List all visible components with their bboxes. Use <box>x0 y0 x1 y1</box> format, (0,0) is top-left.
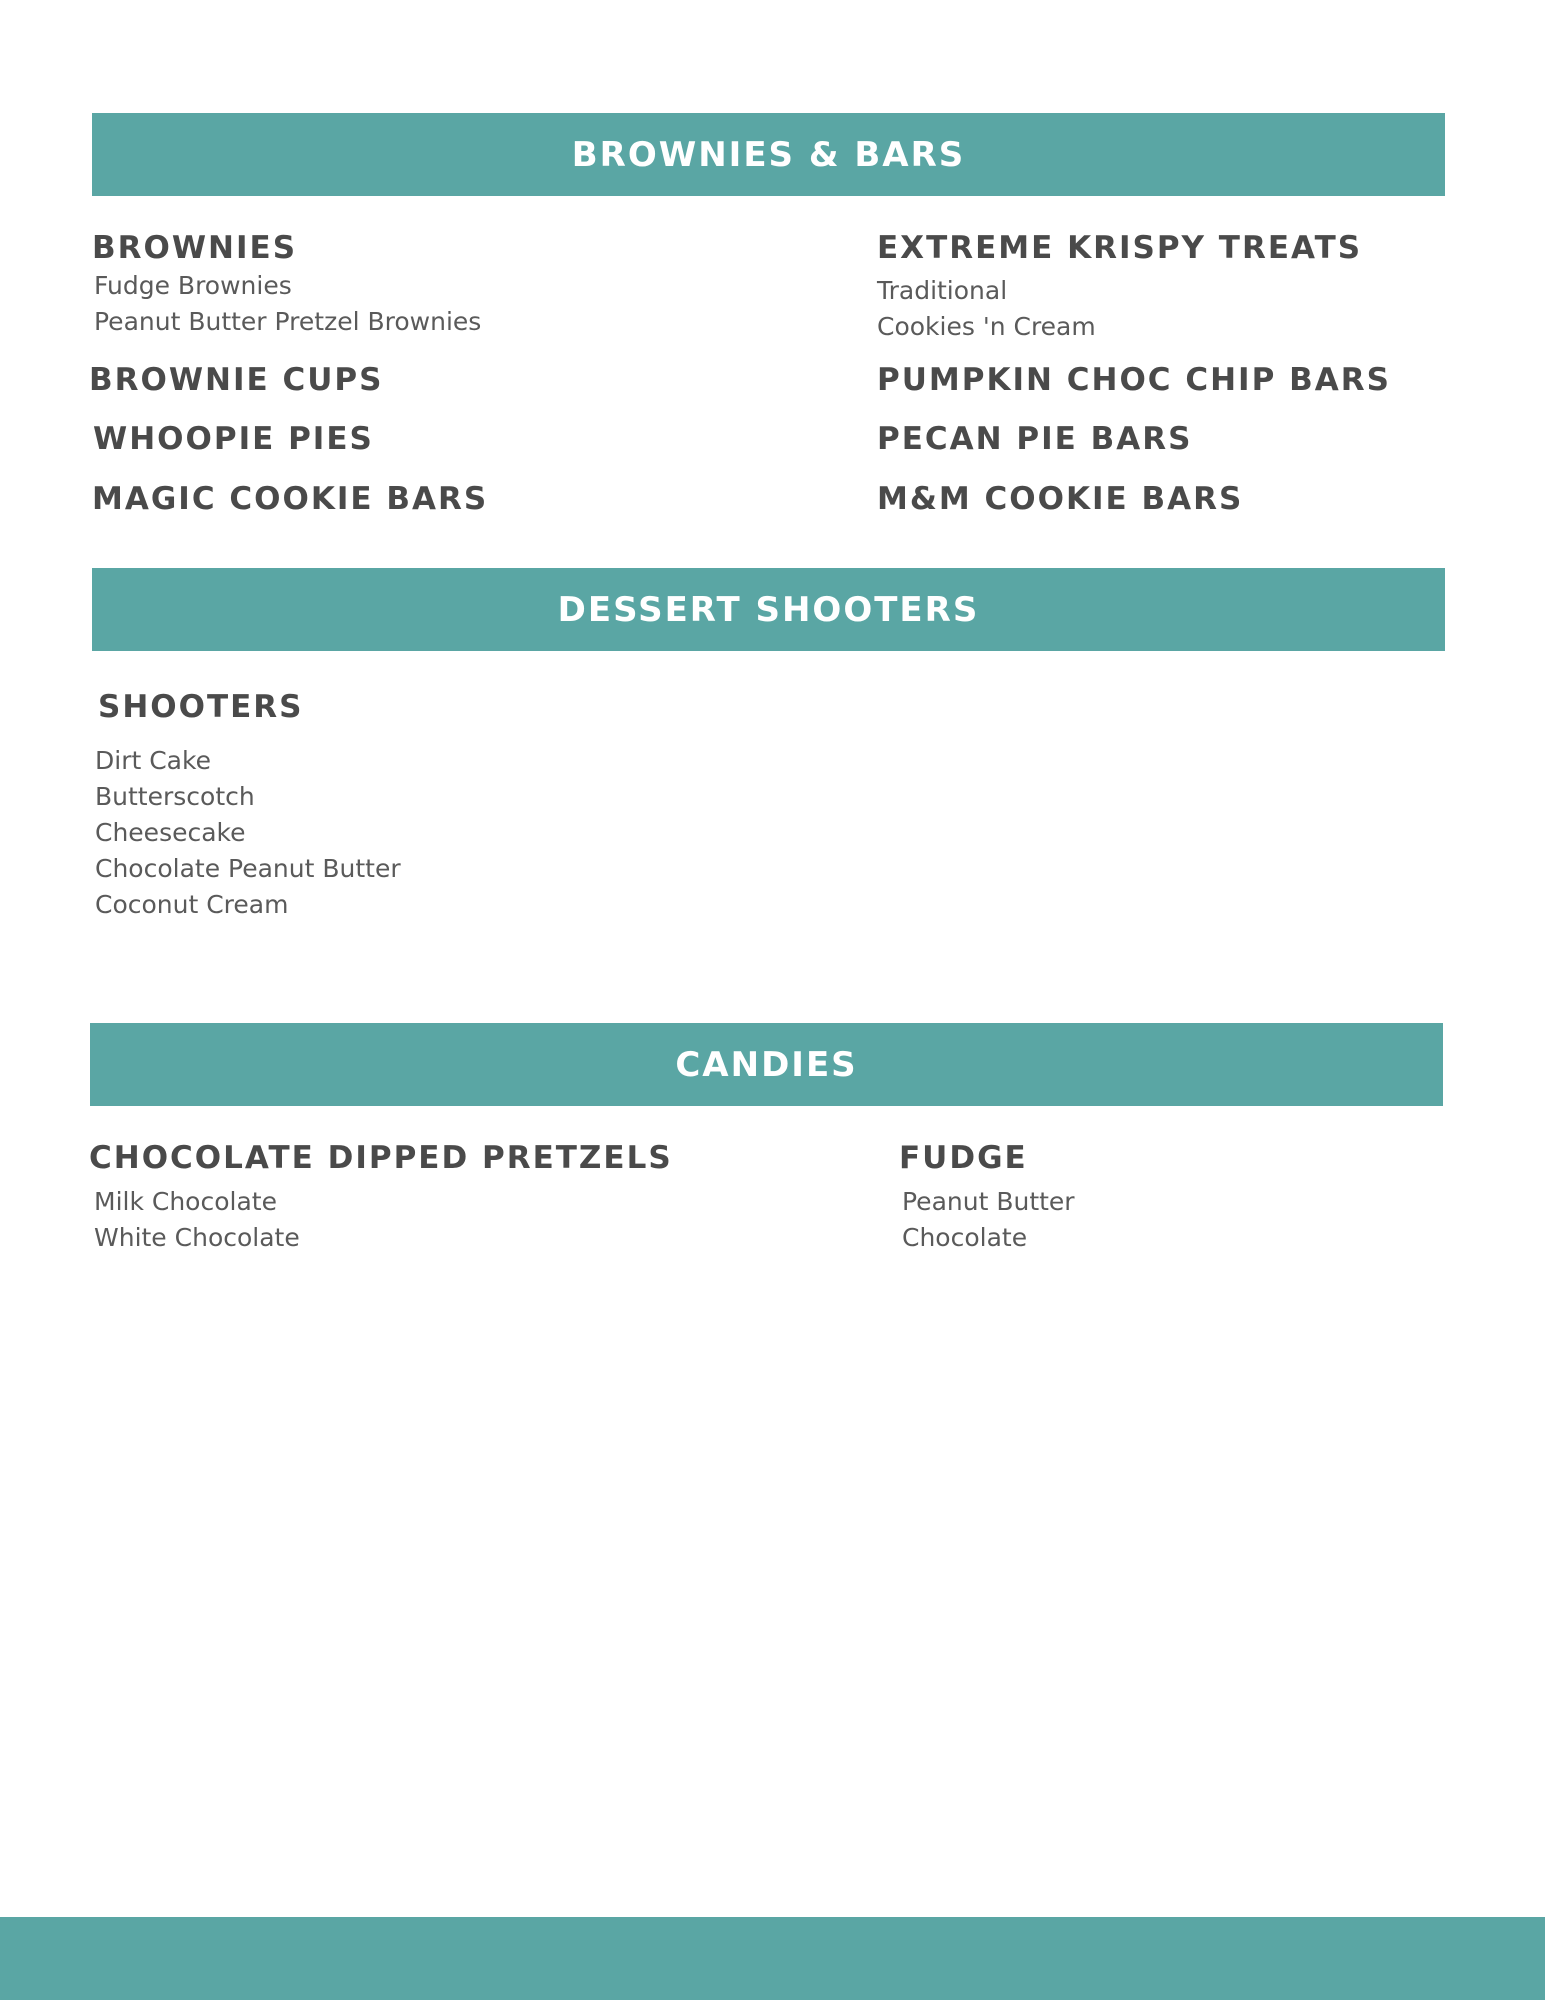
section-banner-brownies-bars <box>92 113 1445 196</box>
list-item: Butterscotch <box>95 782 255 811</box>
heading-pecan-pie-bars: PECAN PIE BARS <box>877 421 1193 457</box>
section-title-dessert-shooters: DESSERT SHOOTERS <box>557 589 980 630</box>
list-item: Dirt Cake <box>95 746 211 775</box>
section-title-candies: CANDIES <box>675 1044 858 1085</box>
list-fudge <box>902 1184 1075 1256</box>
list-item: Coconut Cream <box>95 890 289 919</box>
heading-extreme-krispy-treats: EXTREME KRISPY TREATS <box>877 230 1363 266</box>
list-item: Fudge Brownies <box>94 271 292 300</box>
list-item: Traditional <box>877 276 1008 305</box>
heading-shooters: SHOOTERS <box>98 689 304 725</box>
list-item: Peanut Butter Pretzel Brownies <box>94 307 482 336</box>
heading-chocolate-dipped-pretzels: CHOCOLATE DIPPED PRETZELS <box>89 1140 673 1176</box>
heading-brownie-cups: BROWNIE CUPS <box>89 362 384 398</box>
list-item: Chocolate Peanut Butter <box>95 854 401 883</box>
heading-mm-cookie-bars: M&M COOKIE BARS <box>877 481 1244 517</box>
list-item: Milk Chocolate <box>94 1187 277 1216</box>
heading-pumpkin-choc-chip-bars: PUMPKIN CHOC CHIP BARS <box>877 362 1391 398</box>
section-banner-dessert-shooters <box>92 568 1445 651</box>
list-krispy-treats <box>877 273 1096 345</box>
list-pretzels <box>94 1184 300 1256</box>
heading-fudge: FUDGE <box>899 1140 1028 1176</box>
list-item: White Chocolate <box>94 1223 300 1252</box>
list-item: Cookies 'n Cream <box>877 312 1096 341</box>
section-banner-candies <box>90 1023 1443 1106</box>
list-item: Chocolate <box>902 1223 1028 1252</box>
footer-bar <box>0 1917 1545 2000</box>
section-title-brownies-bars: BROWNIES & BARS <box>571 134 966 175</box>
list-item: Peanut Butter <box>902 1187 1075 1216</box>
heading-whoopie-pies: WHOOPIE PIES <box>93 421 374 457</box>
heading-brownies: BROWNIES <box>92 230 298 266</box>
heading-magic-cookie-bars: MAGIC COOKIE BARS <box>92 481 489 517</box>
list-shooters <box>95 743 401 923</box>
list-brownies <box>94 268 481 340</box>
list-item: Cheesecake <box>95 818 246 847</box>
